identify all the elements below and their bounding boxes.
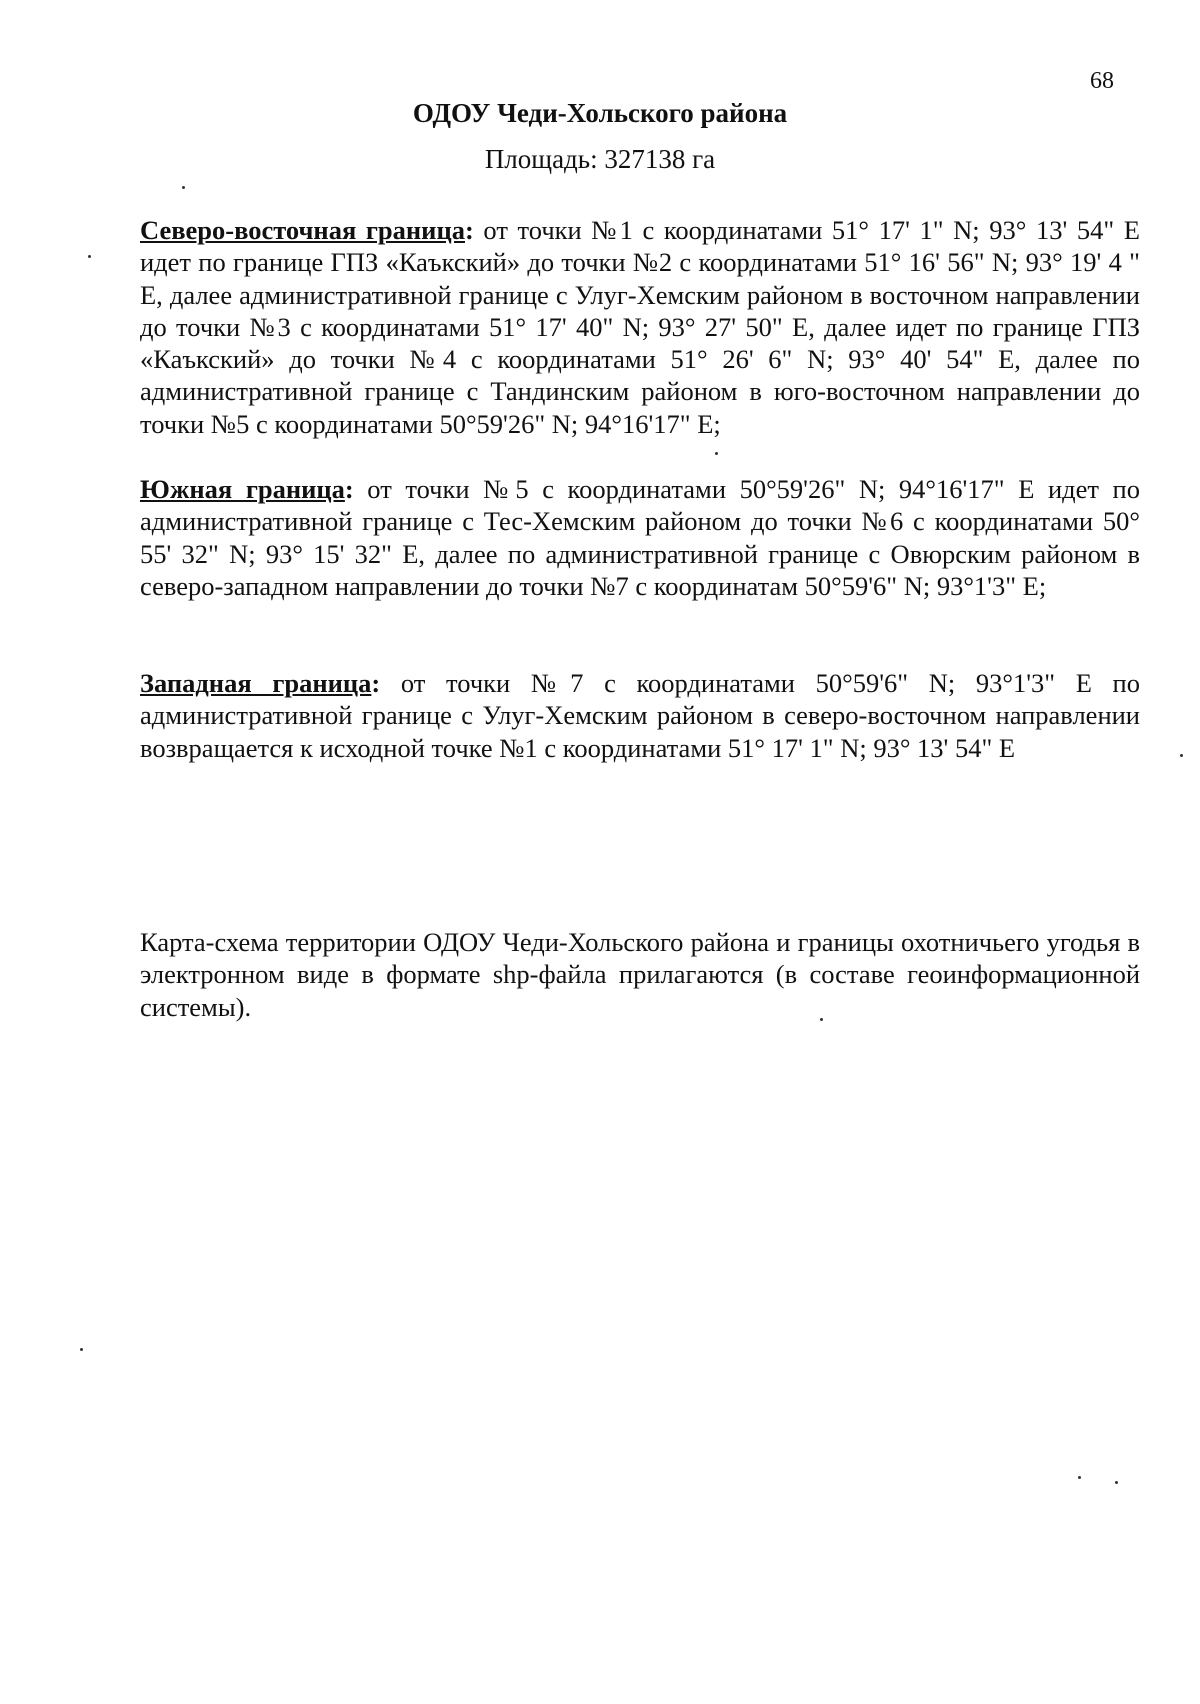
south-boundary-colon: :: [344, 474, 354, 504]
scan-speck: [88, 255, 91, 258]
scan-speck: [1078, 1476, 1081, 1479]
scan-speck: [1115, 1481, 1118, 1484]
south-boundary-paragraph: [140, 473, 1140, 602]
northeast-boundary-heading: Северо-восточная граница: [140, 215, 465, 245]
scan-speck: [1180, 754, 1183, 757]
document-title: ОДОУ Чеди-Хольского района: [412, 98, 788, 128]
south-boundary-heading: Южная граница: [140, 474, 345, 504]
west-boundary-text: от точки №7 с координатами 50°59'6" N; 93°1'3" E по административной границе с Улуг-Хемским районом в северо-восточном направлении возвращается к исходной точке №1 с координатами 51° 17' 1" N; 93° 13' 54" E: [140, 668, 1140, 763]
map-attachment-note: Карта-схема территории ОДОУ Чеди-Хольского района и границы охотничьего угодья в электронном виде в формате shp-файла прилагаются (в составе геоинформационной системы).: [140, 927, 1140, 1022]
scan-speck: [80, 1348, 83, 1351]
scan-speck: [715, 452, 718, 455]
south-boundary-text: от точки №5 с координатами 50°59'26" N; 94°16'17" E идет по административной границе с Тес-Хемским районом до точки №6 с координатами 50° 55' 32" N; 93° 15' 32" E, далее по административной границе с Овюрским районом в северо-западном направлении до точки №7 с координатам 50°59'6" N; 93°1'3" E;: [140, 474, 1140, 601]
page-number: 68: [1090, 68, 1114, 94]
scan-speck: [820, 1018, 823, 1021]
northeast-boundary-paragraph: [140, 214, 1140, 440]
northeast-boundary-text: от точки №1 с координатами 51° 17' 1" N; 93° 13' 54" E идет по границе ГПЗ «Каъкский» до точки №2 с координатами 51° 16' 56" N; 93° 19' 4 " E, далее административной границе с Улуг-Хемским районом в восточном направлении до точки №3 с координатами 51° 17' 40" N; 93° 27' 50" E, далее идет по границе ГПЗ «Каъкский» до точки №4 с координатами 51° 26' 6" N; 93° 40' 54" E, далее по административной границе с Тандинским районом в юго-восточном направлении до точки №5 с координатами 50°59'26" N; 94°16'17" E;: [140, 215, 1140, 439]
west-boundary-heading: Западная граница: [140, 668, 372, 698]
northeast-boundary-colon: :: [464, 215, 474, 245]
west-boundary-paragraph: [140, 667, 1140, 764]
scan-speck: [182, 186, 185, 189]
area-line: Площадь: 327138 га: [484, 144, 716, 174]
west-boundary-colon: :: [371, 668, 381, 698]
